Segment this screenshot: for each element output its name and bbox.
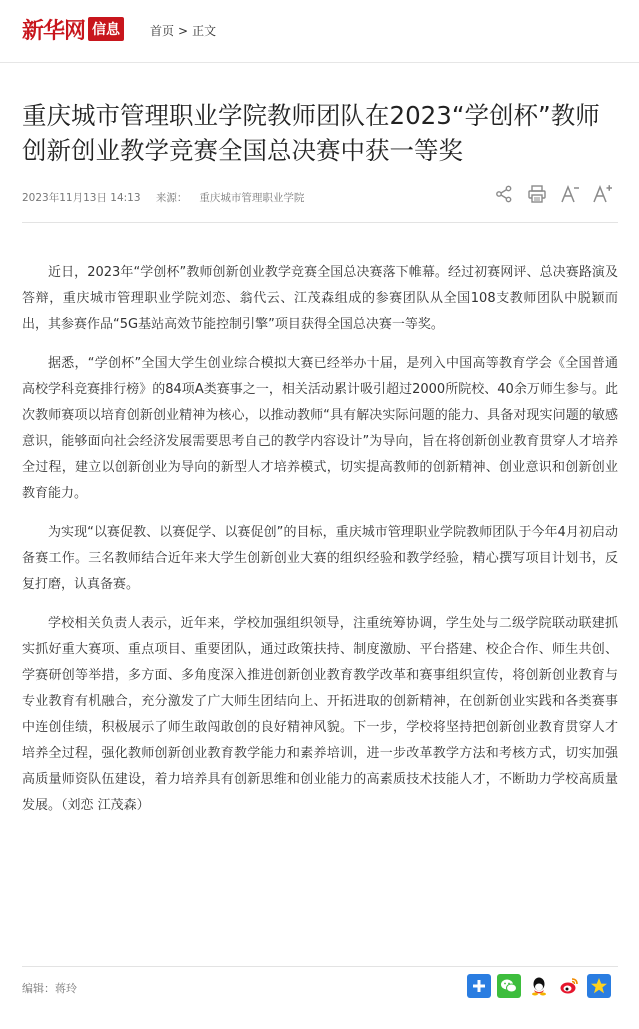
article-paragraph: 为实现“以赛促教、以赛促学、以赛促创”的目标，重庆城市管理职业学院教师团队于今年4月初启动备赛工作。三名教师结合近年来大学生创新创业大赛的组织经验和教学经验，精心撰写项目计划书，反复打磨，认真备赛。 — [22, 525, 618, 592]
breadcrumb-current: 正文 — [192, 24, 217, 38]
article-datetime: 2023年11月13日 14:13 — [22, 192, 141, 204]
article-paragraph: 学校相关负责人表示，近年来，学校加强组织领导，注重统筹协调，学生处与二级学院联动联建抓实抓好重大赛项、重点项目、重要团队，通过政策扶持、制度激励、平台搭建、校企合作、师生共创、学赛研创等举措，多方面、多角度深入推进创新创业教育教学改革和赛事组织宣传，将创新创业教育与专业教育有机融合，充分激发了广大师生团结向上、开拓进取的创新精神，在创新创业实践和各类赛事中连创佳绩，积极展示了师生敢闯敢创的良好精神风貌。下一步，学校将坚持把创新创业教育贯穿人才培养全过程，强化教师创新创业教育教学能力和素养培训，进一步改革教学方法和考核方式，切实加强高质量师资队伍建设，着力培养具有创新思维和创业能力的高素质技术技能人才，不断助力学校高质量发展。（刘恋 江茂森） — [22, 616, 618, 813]
wechat-icon[interactable] — [497, 974, 521, 998]
article-body — [22, 260, 618, 832]
breadcrumb-home-link[interactable]: 首页 — [150, 24, 175, 38]
footer-divider — [22, 966, 618, 967]
logo-channel-badge: 信息 — [88, 17, 124, 41]
article-meta — [22, 190, 304, 205]
article-source: 重庆城市管理职业学院 — [199, 192, 305, 204]
print-icon[interactable] — [527, 183, 547, 205]
qzone-icon[interactable] — [587, 974, 611, 998]
font-decrease-button[interactable] — [560, 183, 580, 205]
qq-icon[interactable] — [527, 974, 551, 998]
article-editor: 编辑：蒋玲 — [22, 982, 77, 995]
meta-divider — [22, 222, 618, 223]
font-increase-button[interactable] — [593, 183, 613, 205]
breadcrumb — [150, 22, 216, 39]
share-bar — [467, 974, 611, 998]
source-label: 来源： — [155, 192, 188, 204]
breadcrumb-separator: > — [178, 24, 189, 38]
share-more-icon[interactable] — [467, 974, 491, 998]
site-logo[interactable] — [22, 15, 124, 43]
site-header — [0, 0, 639, 63]
logo-wordmark: 新华网 — [22, 17, 86, 44]
article-paragraph: 据悉，“学创杯”全国大学生创业综合模拟大赛已经举办十届，是列入中国高等教育学会《全国普通高校学科竞赛排行榜》的84项A类赛事之一，相关活动累计吸引超过2000所院校、40余万师生参与。此次教师赛项以培育创新创业精神为核心，以推动教师“具有解决实际问题的能力、具备对现实问题的敏感意识，能够面向社会经济发展需要思考自己的教学内容设计”为导向，旨在将创新创业教育贯穿人才培养全过程，建立以创新创业为导向的新型人才培养模式，切实提高教师的创新精神、创业意识和创新创业教育能力。 — [22, 356, 618, 501]
article-toolbar — [494, 183, 613, 205]
share-icon[interactable] — [494, 183, 514, 205]
article-paragraph: 近日，2023年“学创杯”教师创新创业教学竞赛全国总决赛落下帷幕。经过初赛网评、总决赛路演及答辩，重庆城市管理职业学院刘恋、翁代云、江茂森组成的参赛团队从全国108支教师团队中脱颖而出，其参赛作品“5G基站高效节能控制引擎”项目获得全国总决赛一等奖。 — [22, 265, 618, 332]
article-title: 重庆城市管理职业学院教师团队在2023“学创杯”教师创新创业教学竞赛全国总决赛中获一等奖 — [22, 101, 600, 165]
weibo-icon[interactable] — [557, 974, 581, 998]
